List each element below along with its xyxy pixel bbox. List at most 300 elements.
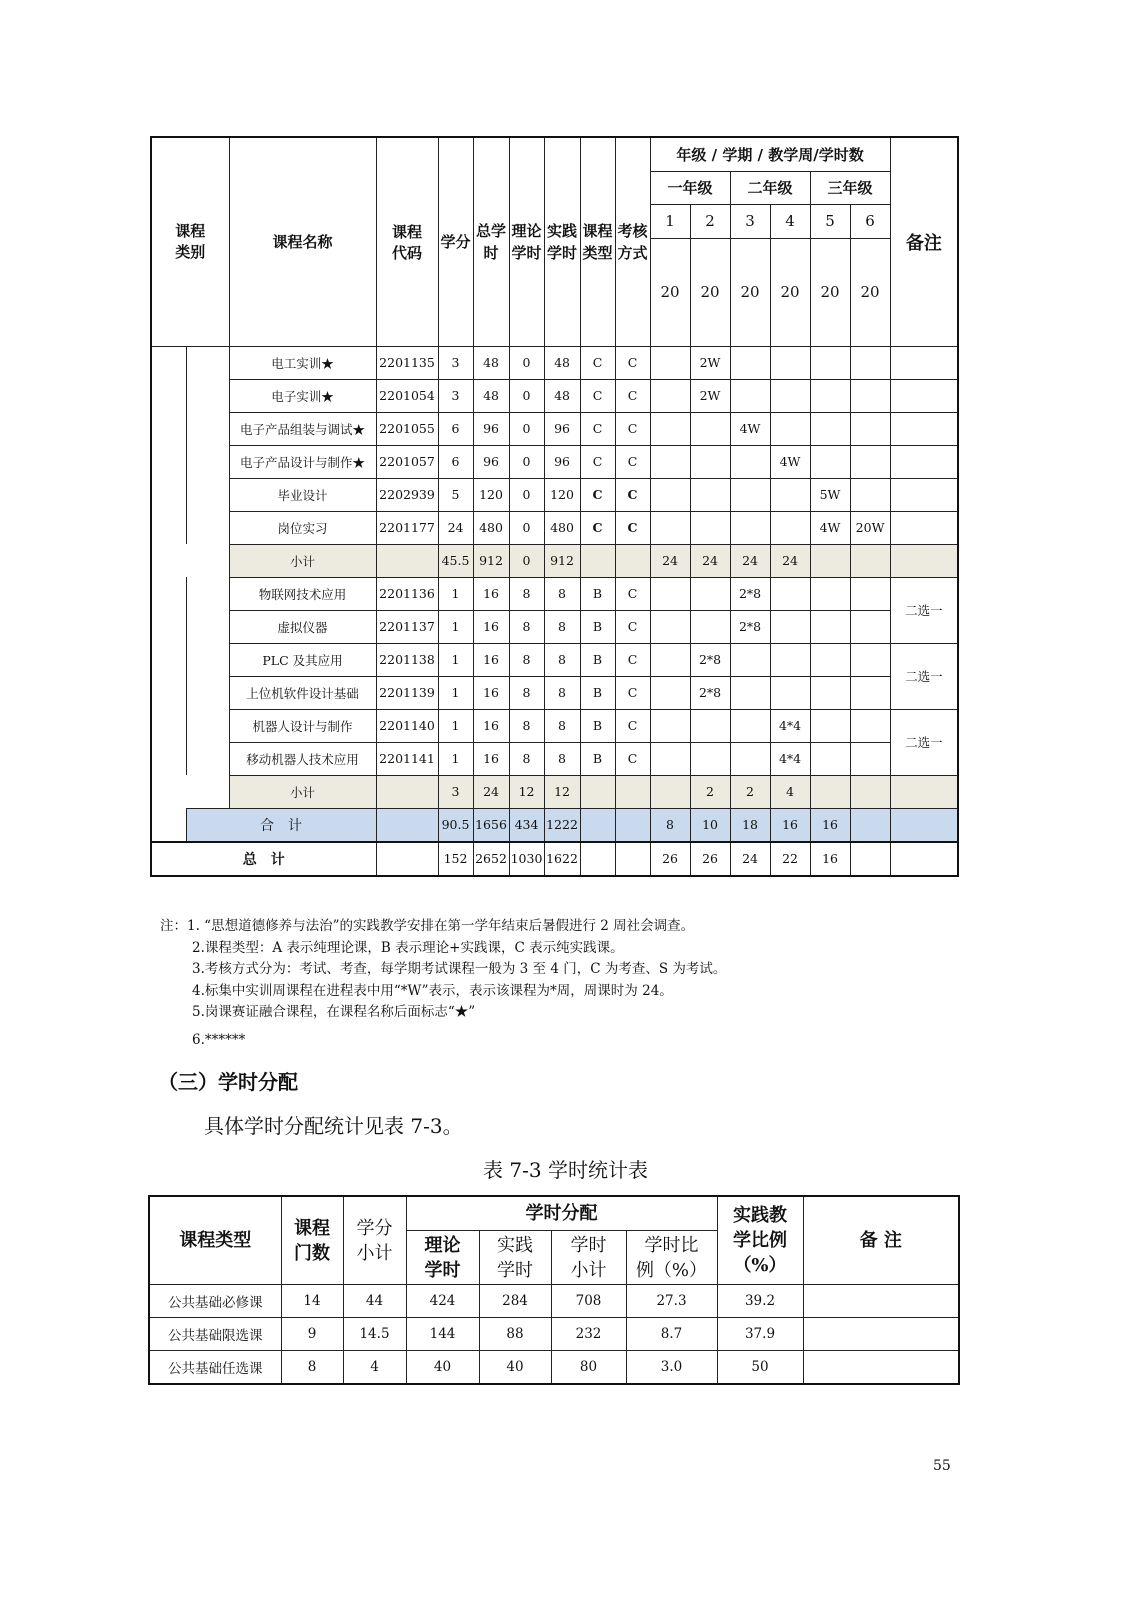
note-1: 注：1. “思想道德修养与法治”的实践教学安排在第一学年结束后暑假进行 2 周社会调查。 <box>160 918 695 934</box>
category-cell <box>186 676 229 709</box>
elective-remark: 二选一 <box>890 709 958 775</box>
course-total-hours: 48 <box>473 346 509 379</box>
sum-term: 16 <box>810 808 850 842</box>
practice-hours: 284 <box>479 1285 551 1318</box>
term-cell: 2W <box>690 379 730 412</box>
course-type: C <box>580 379 615 412</box>
term-cell <box>650 610 690 643</box>
term-cell <box>770 412 810 445</box>
note-3: 3.考核方式分为：考试、考查，每学期考试课程一般为 3 至 4 门，C 为考查、S 为考试。 <box>192 961 727 977</box>
course-total-hours: 16 <box>473 577 509 610</box>
sum-label: 合 计 <box>186 808 376 842</box>
header-category: 课程 类别 <box>151 137 229 346</box>
course-code: 2201135 <box>376 346 438 379</box>
term-cell <box>650 709 690 742</box>
sum-theory: 434 <box>509 808 544 842</box>
course-exam-method: C <box>615 412 650 445</box>
course-credit: 6 <box>438 445 473 478</box>
course-total-hours: 16 <box>473 610 509 643</box>
course-type: C <box>580 445 615 478</box>
course-total-hours: 96 <box>473 412 509 445</box>
practice-ratio: 37.9 <box>717 1318 803 1351</box>
term-cell <box>850 478 890 511</box>
table-row <box>151 445 958 478</box>
term-cell <box>810 610 850 643</box>
term-cell: 4W <box>770 445 810 478</box>
header-grade-2: 二年级 <box>730 171 810 204</box>
header-course-code: 课程 代码 <box>376 137 438 346</box>
subtotal-total: 912 <box>473 544 509 577</box>
term-cell <box>850 412 890 445</box>
subtotal-term: 24 <box>770 544 810 577</box>
course-practice-hours: 96 <box>544 445 580 478</box>
header-weeks: 20 <box>650 238 690 346</box>
term-cell <box>770 511 810 544</box>
elective-remark: 二选一 <box>890 643 958 709</box>
term-cell <box>730 643 770 676</box>
category-cell <box>186 379 229 412</box>
subtotal-theory: 0 <box>509 544 544 577</box>
hours-ratio: 27.3 <box>626 1285 717 1318</box>
term-cell <box>650 643 690 676</box>
header-grade-1: 一年级 <box>650 171 730 204</box>
table-row <box>151 742 958 775</box>
grand-total-term: 26 <box>690 842 730 876</box>
term-cell <box>770 577 810 610</box>
sum-practice: 1222 <box>544 808 580 842</box>
course-code: 2201139 <box>376 676 438 709</box>
term-cell <box>850 610 890 643</box>
grand-total-term: 16 <box>810 842 850 876</box>
course-theory-hours: 0 <box>509 445 544 478</box>
term-cell <box>730 709 770 742</box>
header-theory-hours: 理论 学时 <box>509 137 544 346</box>
table-row <box>151 676 958 709</box>
term-cell <box>690 610 730 643</box>
course-exam-method: C <box>615 511 650 544</box>
remark-cell <box>803 1351 959 1385</box>
course-type: B <box>580 709 615 742</box>
course-exam-method: C <box>615 346 650 379</box>
body-paragraph: 具体学时分配统计见表 7-3。 <box>204 1114 463 1138</box>
course-exam-method: C <box>615 445 650 478</box>
course-type: C <box>580 346 615 379</box>
course-practice-hours: 8 <box>544 676 580 709</box>
header-credit-subtotal: 学分 小计 <box>343 1196 406 1285</box>
table-row <box>151 511 958 544</box>
course-credit: 1 <box>438 643 473 676</box>
course-exam-method: C <box>615 379 650 412</box>
header-credit: 学分 <box>438 137 473 346</box>
table-row <box>151 577 958 610</box>
page-number: 55 <box>933 1458 951 1474</box>
course-name: 移动机器人技术应用 <box>229 742 376 775</box>
remark-cell <box>803 1285 959 1318</box>
category-cell <box>186 709 229 742</box>
course-count: 8 <box>281 1351 343 1385</box>
hours-subtotal: 80 <box>551 1351 626 1385</box>
course-practice-hours: 8 <box>544 709 580 742</box>
theory-hours: 144 <box>406 1318 479 1351</box>
term-cell <box>770 478 810 511</box>
term-cell <box>770 379 810 412</box>
subtotal-row-1 <box>151 544 958 577</box>
course-theory-hours: 0 <box>509 511 544 544</box>
course-code: 2201177 <box>376 511 438 544</box>
header-hours-subtotal: 学时 小计 <box>551 1231 626 1285</box>
course-credit: 5 <box>438 478 473 511</box>
term-cell: 4W <box>810 511 850 544</box>
hours-subtotal: 708 <box>551 1285 626 1318</box>
category-cell <box>151 577 186 610</box>
term-cell <box>730 742 770 775</box>
course-theory-hours: 8 <box>509 676 544 709</box>
course-theory-hours: 8 <box>509 742 544 775</box>
category-cell <box>151 445 186 478</box>
category-cell <box>151 346 186 379</box>
stat-rows <box>149 1285 959 1385</box>
category-cell <box>186 445 229 478</box>
term-cell <box>810 709 850 742</box>
hours-statistics-table <box>148 1195 960 1385</box>
term-cell <box>850 577 890 610</box>
table-row <box>151 379 958 412</box>
table-row <box>151 346 958 379</box>
sum-term: 18 <box>730 808 770 842</box>
term-cell: 2*8 <box>690 643 730 676</box>
term-cell <box>810 379 850 412</box>
remark-cell <box>890 346 958 379</box>
hours-subtotal: 232 <box>551 1318 626 1351</box>
term-cell <box>770 643 810 676</box>
table-caption: 表 7-3 学时统计表 <box>483 1158 648 1182</box>
term-cell <box>650 742 690 775</box>
course-type: B <box>580 676 615 709</box>
header-schedule: 年级 / 学期 / 教学周/学时数 <box>650 137 890 171</box>
subtotal-label: 小计 <box>229 775 376 808</box>
term-cell <box>650 412 690 445</box>
term-cell: 5W <box>810 478 850 511</box>
term-cell <box>810 643 850 676</box>
header-term: 1 <box>650 204 690 238</box>
course-type: B <box>580 742 615 775</box>
header-course-count: 课程 门数 <box>281 1196 343 1285</box>
course-practice-hours: 480 <box>544 511 580 544</box>
practice-ratio: 50 <box>717 1351 803 1385</box>
course-exam-method: C <box>615 643 650 676</box>
course-type: B <box>580 577 615 610</box>
table-row <box>151 412 958 445</box>
subtotal-term <box>650 775 690 808</box>
term-cell <box>850 379 890 412</box>
note-2: 2.课程类型：A 表示纯理论课，B 表示理论+实践课，C 表示纯实践课。 <box>192 939 624 956</box>
course-exam-method: C <box>615 610 650 643</box>
category-cell <box>151 511 186 544</box>
term-cell <box>690 511 730 544</box>
term-cell: 2*8 <box>690 676 730 709</box>
subtotal-total: 24 <box>473 775 509 808</box>
header-weeks: 20 <box>730 238 770 346</box>
credit-subtotal: 4 <box>343 1351 406 1385</box>
header-course-type: 课程 类型 <box>580 137 615 346</box>
grand-total-term <box>850 842 890 876</box>
header-weeks: 20 <box>850 238 890 346</box>
course-credit: 3 <box>438 346 473 379</box>
header-term: 5 <box>810 204 850 238</box>
grand-total-row <box>151 842 958 876</box>
grand-total-term: 26 <box>650 842 690 876</box>
course-total-hours: 16 <box>473 742 509 775</box>
term-cell <box>690 577 730 610</box>
course-theory-hours: 8 <box>509 709 544 742</box>
header-weeks: 20 <box>810 238 850 346</box>
category-cell <box>186 478 229 511</box>
term-cell <box>850 709 890 742</box>
course-theory-hours: 0 <box>509 478 544 511</box>
elective-course-rows <box>151 577 958 775</box>
course-practice-hours: 8 <box>544 610 580 643</box>
course-name: 电子实训★ <box>229 379 376 412</box>
remark-cell <box>803 1318 959 1351</box>
subtotal-term: 24 <box>650 544 690 577</box>
subtotal-term: 24 <box>730 544 770 577</box>
category-cell <box>186 412 229 445</box>
note-4: 4.标集中实训周课程在进程表中用“*W”表示，表示该课程为*周，周课时为 24。 <box>192 982 673 999</box>
section-heading: （三）学时分配 <box>158 1070 298 1094</box>
course-name: 岗位实习 <box>229 511 376 544</box>
category-cell <box>186 643 229 676</box>
term-cell <box>690 709 730 742</box>
subtotal-label: 小计 <box>229 544 376 577</box>
course-type: 公共基础任选课 <box>149 1351 281 1385</box>
term-cell <box>690 742 730 775</box>
course-name: 机器人设计与制作 <box>229 709 376 742</box>
course-theory-hours: 8 <box>509 643 544 676</box>
header-remark: 备 注 <box>803 1196 959 1285</box>
course-name: 物联网技术应用 <box>229 577 376 610</box>
term-cell <box>850 643 890 676</box>
grand-total-term: 22 <box>770 842 810 876</box>
header-practice-hours: 实践 学时 <box>479 1231 551 1285</box>
course-name: 毕业设计 <box>229 478 376 511</box>
term-cell <box>650 379 690 412</box>
course-type: B <box>580 643 615 676</box>
table-row <box>151 709 958 742</box>
table-row <box>149 1351 959 1385</box>
term-cell: 20W <box>850 511 890 544</box>
course-type: C <box>580 412 615 445</box>
course-total-hours: 96 <box>473 445 509 478</box>
term-cell: 4*4 <box>770 709 810 742</box>
grand-total-label: 总 计 <box>151 842 376 876</box>
header-hours-ratio: 学时比 例（%） <box>626 1231 717 1285</box>
subtotal-term <box>850 775 890 808</box>
course-code: 2201141 <box>376 742 438 775</box>
term-cell <box>650 676 690 709</box>
sum-row <box>151 808 958 842</box>
category-cell <box>151 412 186 445</box>
subtotal-credit: 3 <box>438 775 473 808</box>
course-credit: 24 <box>438 511 473 544</box>
course-code: 2201138 <box>376 643 438 676</box>
table-row <box>151 478 958 511</box>
course-exam-method: C <box>615 676 650 709</box>
term-cell <box>690 445 730 478</box>
header-term: 3 <box>730 204 770 238</box>
course-total-hours: 480 <box>473 511 509 544</box>
grand-total-term: 24 <box>730 842 770 876</box>
category-cell <box>151 676 186 709</box>
header-practice-ratio: 实践教 学比例 （%） <box>717 1196 803 1285</box>
category-cell <box>151 643 186 676</box>
course-type: B <box>580 610 615 643</box>
course-code: 2201136 <box>376 577 438 610</box>
term-cell <box>730 676 770 709</box>
course-code: 2201057 <box>376 445 438 478</box>
header-weeks: 20 <box>770 238 810 346</box>
course-code: 2202939 <box>376 478 438 511</box>
course-theory-hours: 8 <box>509 610 544 643</box>
category-cell <box>186 577 229 610</box>
term-cell <box>650 511 690 544</box>
term-cell <box>810 676 850 709</box>
header-course-name: 课程名称 <box>229 137 376 346</box>
header-exam-method: 考核 方式 <box>615 137 650 346</box>
header-term: 6 <box>850 204 890 238</box>
term-cell <box>850 742 890 775</box>
header-weeks: 20 <box>690 238 730 346</box>
term-cell <box>770 676 810 709</box>
header-term: 4 <box>770 204 810 238</box>
term-cell <box>850 676 890 709</box>
course-exam-method: C <box>615 478 650 511</box>
term-cell <box>690 478 730 511</box>
category-cell <box>186 346 229 379</box>
header-term: 2 <box>690 204 730 238</box>
category-cell <box>151 709 186 742</box>
course-practice-hours: 8 <box>544 577 580 610</box>
term-cell: 2*8 <box>730 610 770 643</box>
subtotal-term: 2 <box>690 775 730 808</box>
course-practice-hours: 120 <box>544 478 580 511</box>
subtotal-term <box>810 775 850 808</box>
course-code: 2201055 <box>376 412 438 445</box>
subtotal-practice: 12 <box>544 775 580 808</box>
header-remark: 备注 <box>890 137 958 346</box>
term-cell <box>650 478 690 511</box>
course-credit: 1 <box>438 676 473 709</box>
term-cell: 2*8 <box>730 577 770 610</box>
category-cell <box>186 742 229 775</box>
header-hours-allocation: 学时分配 <box>406 1196 717 1231</box>
course-total-hours: 16 <box>473 676 509 709</box>
grand-total-credit: 152 <box>438 842 473 876</box>
course-credit: 1 <box>438 742 473 775</box>
term-cell <box>650 346 690 379</box>
course-count: 14 <box>281 1285 343 1318</box>
remark-cell <box>890 478 958 511</box>
subtotal-credit: 45.5 <box>438 544 473 577</box>
course-exam-method: C <box>615 709 650 742</box>
subtotal-row-2 <box>151 775 958 808</box>
table-row <box>151 610 958 643</box>
course-name: 电子产品设计与制作★ <box>229 445 376 478</box>
course-type: 公共基础必修课 <box>149 1285 281 1318</box>
practice-course-rows <box>151 346 958 544</box>
term-cell <box>810 445 850 478</box>
grand-total-theory: 1030 <box>509 842 544 876</box>
course-total-hours: 48 <box>473 379 509 412</box>
course-name: 虚拟仪器 <box>229 610 376 643</box>
term-cell <box>810 412 850 445</box>
term-cell: 4W <box>730 412 770 445</box>
hours-ratio: 3.0 <box>626 1351 717 1385</box>
subtotal-term: 4 <box>770 775 810 808</box>
table-row <box>149 1318 959 1351</box>
course-total-hours: 16 <box>473 709 509 742</box>
term-cell: 4*4 <box>770 742 810 775</box>
course-theory-hours: 8 <box>509 577 544 610</box>
header-theory-hours: 理论 学时 <box>406 1231 479 1285</box>
course-practice-hours: 8 <box>544 742 580 775</box>
grand-total-total: 2652 <box>473 842 509 876</box>
category-cell <box>186 511 229 544</box>
category-cell <box>186 610 229 643</box>
course-count: 9 <box>281 1318 343 1351</box>
grand-total-practice: 1622 <box>544 842 580 876</box>
course-name: PLC 及其应用 <box>229 643 376 676</box>
course-theory-hours: 0 <box>509 346 544 379</box>
table-row <box>149 1285 959 1318</box>
term-cell <box>650 577 690 610</box>
sum-term: 10 <box>690 808 730 842</box>
sum-term <box>850 808 890 842</box>
subtotal-term <box>850 544 890 577</box>
term-cell <box>770 346 810 379</box>
course-practice-hours: 96 <box>544 412 580 445</box>
term-cell <box>730 346 770 379</box>
course-type: C <box>580 478 615 511</box>
course-theory-hours: 0 <box>509 379 544 412</box>
course-name: 电子产品组装与调试★ <box>229 412 376 445</box>
elective-remark: 二选一 <box>890 577 958 643</box>
term-cell <box>810 346 850 379</box>
sum-credit: 90.5 <box>438 808 473 842</box>
course-code: 2201054 <box>376 379 438 412</box>
course-name: 电工实训★ <box>229 346 376 379</box>
course-type: C <box>580 511 615 544</box>
course-practice-hours: 48 <box>544 379 580 412</box>
term-cell <box>690 412 730 445</box>
header-course-type: 课程类型 <box>149 1196 281 1285</box>
subtotal-practice: 912 <box>544 544 580 577</box>
term-cell: 2W <box>690 346 730 379</box>
course-exam-method: C <box>615 577 650 610</box>
course-credit: 6 <box>438 412 473 445</box>
course-type: 公共基础限选课 <box>149 1318 281 1351</box>
course-code: 2201140 <box>376 709 438 742</box>
category-cell <box>151 742 186 775</box>
course-code: 2201137 <box>376 610 438 643</box>
course-credit: 1 <box>438 577 473 610</box>
term-cell <box>850 445 890 478</box>
header-grade-3: 三年级 <box>810 171 890 204</box>
course-total-hours: 120 <box>473 478 509 511</box>
header-practice-hours: 实践 学时 <box>544 137 580 346</box>
subtotal-theory: 12 <box>509 775 544 808</box>
course-credit: 3 <box>438 379 473 412</box>
sum-term: 8 <box>650 808 690 842</box>
